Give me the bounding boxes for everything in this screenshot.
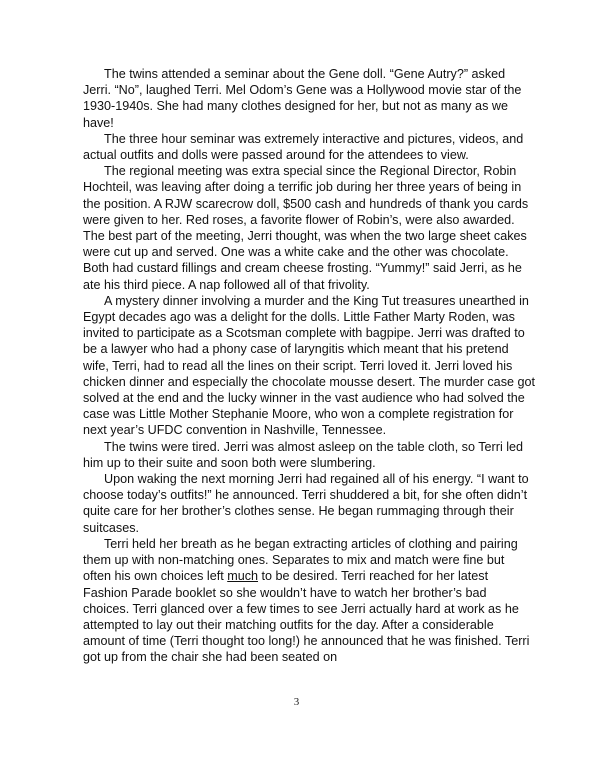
outfits-text-after: to be desired. Terri reached for her latest Fashion Parade booklet so she wouldn’t have to watch her brother’s bad choices. Terri glanced over a few times to see Jerri actually hard at work as he attempted to lay out their matching outfits for the day. After a considerable amount of time (Terri thought too long!) he announced that he was finished. Terri got up from the chair she had been seated on: [83, 569, 530, 665]
paragraph-twins-tired: The twins were tired. Jerri was almost asleep on the table cloth, so Terri led him up to their suite and soon both were slumbering.: [83, 439, 524, 470]
paragraph-outfits: [83, 536, 535, 666]
outfits-text-before: Terri held her breath as he began extracting articles of clothing and pairing them up with non-matching ones. Separates to mix and match were fine but often his own choices left: [83, 536, 518, 584]
underlined-word: much: [227, 569, 259, 584]
paragraph-mystery-dinner: A mystery dinner involving a murder and the King Tut treasures unearthed in Egypt decades ago was a delight for the dolls. Little Father Marty Roden, was invited to participate as a Scotsman complete with bagpipe. Jerri was drafted to be a lawyer who had a phony case of laryngitis which meant that his pretend wife, Terri, had to read all the lines on their script. Terri loved it. Jerri loved his chicken dinner and especially the chocolate mousse desert. The murder case got solved at the end and the lucky winner in the vast audience who had solved the case was Little Mother Stephanie Moore, who won a complete registration for next year’s UFDC convention in Nashville, Tennessee.: [83, 293, 535, 438]
page-number: 3: [293, 696, 300, 708]
paragraph-gene-seminar: The twins attended a seminar about the Gene doll. “Gene Autry?” asked Jerri. “No”, laughed Terri. Mel Odom’s Gene was a Hollywood movie star of the 1930-1940s. She had many clothes designed for her, but not as many as we have!: [83, 67, 522, 130]
body-text: [83, 66, 535, 666]
paragraph-next-morning: Upon waking the next morning Jerri had regained all of his energy. “I want to choose today’s outfits!” he announced. Terri shuddered a bit, for she often didn’t quite care for her brother’s clothes sense. He began rummaging through their suitcases.: [83, 472, 529, 535]
paragraph-seminar-details: The three hour seminar was extremely interactive and pictures, videos, and actual outfits and dolls were passed around for the attendees to view.: [83, 131, 524, 163]
paragraph-regional-meeting: The regional meeting was extra special since the Regional Director, Robin Hochteil, was leaving after doing a terrific job during her three years of being in the position. A RJW scarecrow doll, $500 cash and hundreds of thank you cards were given to her. Red roses, a favorite flower of Robin’s, were also awarded. The best part of the meeting, Jerri thought, was when the two large sheet cakes were cut up and served. One was a white cake and the other was chocolate. Both had custard fillings and cream cheese frosting. “Yummy!” said Jerri, as he ate his third piece. A nap followed all of that frivolity.: [83, 164, 529, 292]
